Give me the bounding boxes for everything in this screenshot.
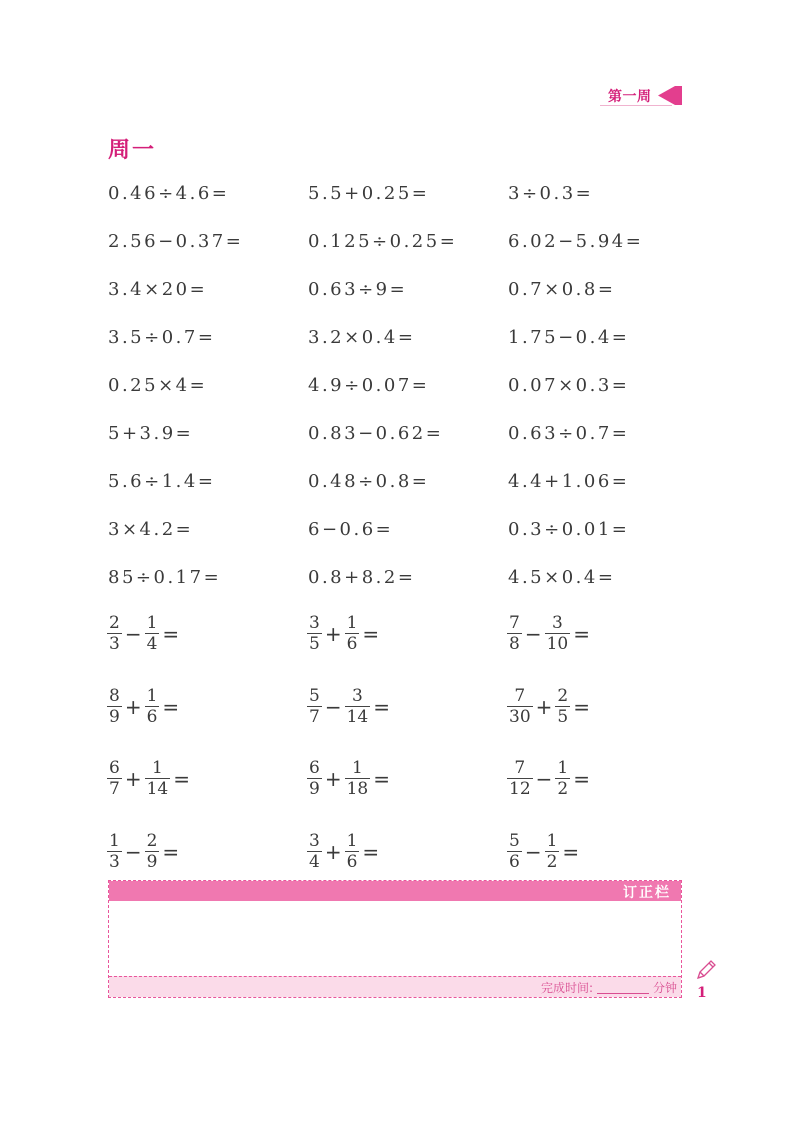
fraction: [307, 758, 322, 799]
operator: −: [524, 621, 542, 646]
fraction: [555, 686, 570, 727]
week-tab-underline: [600, 105, 672, 106]
decimal-problem: 0.3÷0.01=: [508, 519, 630, 540]
operator: −: [124, 621, 142, 646]
fraction: [345, 831, 360, 872]
fraction: [107, 831, 122, 872]
triangle-arrow-icon: [658, 86, 675, 105]
numerator: 7: [514, 758, 526, 778]
denominator: 9: [109, 707, 120, 728]
operator: +: [324, 839, 342, 864]
time-unit: 分钟: [652, 981, 677, 995]
numerator: 1: [346, 613, 358, 633]
numerator: 5: [509, 831, 520, 851]
equals-sign: =: [573, 694, 590, 719]
fraction-problem: [506, 613, 592, 654]
decimal-problem: 0.63÷0.7=: [508, 423, 630, 444]
equals-sign: =: [362, 839, 380, 864]
fraction: [507, 613, 522, 654]
fraction: [145, 686, 160, 727]
equals-sign: =: [162, 694, 180, 719]
day-title: 周一: [108, 138, 157, 163]
fraction-problem: [306, 831, 381, 872]
equals-sign: =: [162, 621, 180, 646]
fraction: [145, 613, 160, 654]
decimal-problem: 5.5+0.25=: [308, 183, 430, 204]
decimal-problem: 6−0.6=: [308, 519, 394, 540]
decimal-problem: 4.9÷0.07=: [308, 375, 430, 396]
operator: +: [124, 766, 142, 791]
decimal-problem: 6.02−5.94=: [508, 231, 644, 252]
operator: −: [524, 839, 542, 864]
fraction: [545, 613, 571, 654]
operator: −: [535, 766, 553, 791]
equals-sign: =: [362, 621, 380, 646]
operator: −: [324, 694, 342, 719]
numerator: 3: [352, 686, 363, 706]
denominator: 14: [346, 707, 369, 728]
fraction-problem: [306, 686, 392, 727]
decimal-problem: 3.5÷0.7=: [108, 327, 216, 348]
numerator: 7: [509, 613, 520, 633]
numerator: 1: [146, 686, 158, 706]
decimal-problem: 0.48÷0.8=: [308, 471, 430, 492]
denominator: 7: [109, 779, 120, 800]
denominator: 12: [509, 779, 531, 800]
decimal-problem: 4.4+1.06=: [508, 471, 630, 492]
decimal-problem: 3÷0.3=: [508, 183, 594, 204]
fraction: [107, 686, 122, 727]
denominator: 18: [346, 779, 369, 800]
numerator: 1: [557, 758, 569, 778]
numerator: 1: [346, 831, 358, 851]
completion-time: [541, 979, 677, 996]
denominator: 10: [546, 634, 569, 655]
page-number: 1: [697, 985, 707, 1001]
denominator: 8: [509, 634, 520, 655]
decimal-problem: 0.8+8.2=: [308, 567, 416, 588]
fraction: [107, 613, 122, 654]
decimal-problem: 0.83−0.62=: [308, 423, 444, 444]
fraction: [307, 686, 322, 727]
numerator: 6: [309, 758, 320, 778]
fraction: [345, 758, 371, 799]
time-blank[interactable]: [597, 981, 649, 994]
fraction-problem: [106, 686, 181, 727]
fraction: [545, 831, 560, 872]
numerator: 6: [109, 758, 120, 778]
numerator: 1: [152, 758, 163, 778]
numerator: 2: [146, 831, 158, 851]
decimal-problem: 0.46÷4.6=: [108, 183, 230, 204]
fraction-problem: [506, 686, 592, 727]
denominator: 9: [146, 852, 158, 873]
fraction: [307, 613, 322, 654]
numerator: 3: [309, 831, 320, 851]
numerator: 5: [309, 686, 320, 706]
decimal-problem: 1.75−0.4=: [508, 327, 630, 348]
fraction-problem: [106, 831, 181, 872]
operator: +: [535, 694, 553, 719]
decimal-problem: 4.5×0.4=: [508, 567, 616, 588]
denominator: 7: [309, 707, 320, 728]
fraction-problem: [106, 613, 181, 654]
denominator: 2: [557, 779, 569, 800]
week-label: 第一周: [608, 89, 652, 105]
denominator: 4: [309, 852, 320, 873]
correction-title: 订正栏: [623, 885, 671, 901]
fraction: [345, 613, 360, 654]
numerator: 1: [109, 831, 120, 851]
week-tab: [600, 84, 682, 106]
equals-sign: =: [573, 766, 590, 791]
fraction-problem: [506, 831, 581, 872]
decimal-problem: 3.2×0.4=: [308, 327, 416, 348]
equals-sign: =: [162, 839, 180, 864]
fraction: [507, 686, 533, 727]
decimal-problem: 0.7×0.8=: [508, 279, 616, 300]
decimal-problem: 0.07×0.3=: [508, 375, 630, 396]
correction-header: [109, 881, 681, 901]
time-prefix: 完成时间:: [540, 981, 593, 995]
decimal-problem: 85÷0.17=: [108, 567, 222, 588]
correction-box: [108, 880, 682, 998]
numerator: 1: [546, 831, 558, 851]
denominator: 9: [309, 779, 320, 800]
decimal-problem: 5+3.9=: [108, 423, 194, 444]
decimal-problem: 3.4×20=: [108, 279, 208, 300]
decimal-problem: 0.25×4=: [108, 375, 208, 396]
fraction-problem: [506, 758, 592, 799]
fraction: [307, 831, 322, 872]
denominator: 5: [557, 707, 569, 728]
fraction: [555, 758, 570, 799]
denominator: 6: [146, 707, 158, 728]
fraction: [107, 758, 122, 799]
denominator: 3: [109, 852, 120, 873]
denominator: 3: [109, 634, 120, 655]
fraction-problem: [306, 758, 392, 799]
denominator: 14: [146, 779, 169, 800]
correction-footer: [109, 976, 681, 997]
operator: −: [124, 839, 142, 864]
decimal-problem: 3×4.2=: [108, 519, 194, 540]
operator: +: [324, 621, 342, 646]
denominator: 6: [509, 852, 520, 873]
numerator: 1: [146, 613, 158, 633]
fraction: [507, 758, 533, 799]
fraction: [145, 758, 171, 799]
denominator: 6: [346, 634, 358, 655]
operator: +: [124, 694, 142, 719]
denominator: 2: [546, 852, 558, 873]
numerator: 3: [552, 613, 563, 633]
fraction: [507, 831, 522, 872]
numerator: 7: [514, 686, 526, 706]
numerator: 1: [352, 758, 363, 778]
equals-sign: =: [373, 694, 390, 719]
denominator: 30: [509, 707, 531, 728]
pencil-icon: [694, 958, 718, 982]
decimal-problem: 0.63÷9=: [308, 279, 408, 300]
fraction-problem: [306, 613, 381, 654]
numerator: 2: [109, 613, 120, 633]
denominator: 5: [309, 634, 320, 655]
decimal-problem: 0.125÷0.25=: [308, 231, 458, 252]
fraction: [345, 686, 371, 727]
week-tab-bar: [675, 86, 682, 105]
numerator: 8: [109, 686, 120, 706]
equals-sign: =: [573, 621, 590, 646]
numerator: 2: [557, 686, 569, 706]
decimal-problem: 2.56−0.37=: [108, 231, 244, 252]
fraction: [145, 831, 160, 872]
correction-writing-area[interactable]: [109, 901, 681, 977]
operator: +: [324, 766, 342, 791]
denominator: 6: [346, 852, 358, 873]
equals-sign: =: [562, 839, 580, 864]
decimal-problem: 5.6÷1.4=: [108, 471, 216, 492]
equals-sign: =: [373, 766, 390, 791]
fraction-problem: [106, 758, 192, 799]
denominator: 4: [146, 634, 158, 655]
numerator: 3: [309, 613, 320, 633]
equals-sign: =: [173, 766, 190, 791]
